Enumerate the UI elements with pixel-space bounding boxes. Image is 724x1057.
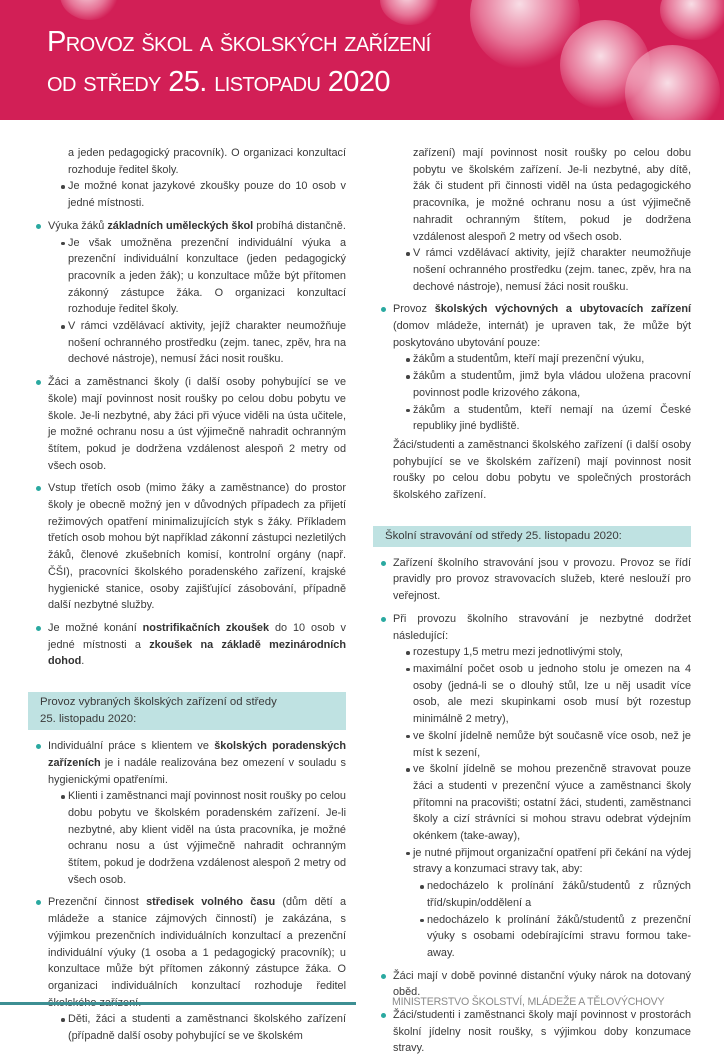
bullet-icon xyxy=(61,795,65,799)
text: (domov mládeže, internát) je upraven tak, že může být poskytováno ubytování pouze: xyxy=(393,320,691,349)
list-item xyxy=(28,218,346,235)
bullet-icon xyxy=(381,1013,386,1018)
bullet-icon xyxy=(61,242,65,246)
list-item xyxy=(28,620,346,670)
text: maximální počet osob u jednoho stolu je omezen na 4 osoby (jedná-li se o dlouhý stůl, lze u něj usadit více osob, ale mezi skupinkami osob musí být rozestup minimálně 2 metry), xyxy=(413,662,691,726)
bullet-icon xyxy=(406,358,410,362)
list-item xyxy=(28,374,346,474)
text: rozestupy 1,5 metru mezi jednotlivými stoly, xyxy=(413,646,623,659)
page-title xyxy=(47,22,431,102)
text: ve školní jídelně nemůže být současně více osob, než je míst k sezení, xyxy=(413,729,691,759)
sub-list-item xyxy=(373,761,691,845)
list-item xyxy=(373,555,691,605)
sub-list-item xyxy=(28,145,346,178)
text: Je možné konat jazykové zkoušky pouze do 10 osob v jedné místnosti. xyxy=(68,180,346,210)
bullet-icon xyxy=(61,325,65,329)
bullet-icon xyxy=(36,744,41,749)
text: V rámci vzdělávací aktivity, jejíž charakter neumožňuje nošení ochranného prostředku (zejm. tanec, zpěv, hra na dechové nástroje), nemusí žáci nosit roušku. xyxy=(413,247,691,293)
sub-list-item xyxy=(373,402,691,435)
sub-list-item xyxy=(373,878,691,911)
title-line-1: Provoz škol a školských zařízení xyxy=(47,26,431,58)
sub-list-item xyxy=(373,845,691,878)
text: žákům a studentům, kteří mají prezenční výuku, xyxy=(413,353,645,366)
sub-list-item xyxy=(373,728,691,761)
virus-decoration-icon xyxy=(660,0,724,40)
bullet-icon xyxy=(61,185,65,189)
sub-list-item xyxy=(373,644,691,661)
section-heading-box xyxy=(28,692,346,730)
bullet-icon xyxy=(406,852,410,856)
text: Žáci/studenti i zaměstnanci školy mají povinnost v prostorách školní jídelny nosit roušky, s výjimkou doby konzumace stravy. xyxy=(393,1009,691,1055)
list-item xyxy=(373,437,691,504)
bold-text: školských výchovných a ubytovacích zařízení xyxy=(434,303,692,316)
text: je i nadále realizována bez omezení v souladu s hygienickými opatřeními. xyxy=(48,756,346,786)
bullet-icon xyxy=(406,735,410,739)
sub-list-item xyxy=(373,661,691,728)
bold-text: nostrifikačních zkoušek xyxy=(142,621,270,634)
bullet-icon xyxy=(420,919,424,923)
bullet-icon xyxy=(381,561,386,566)
bold-text: školských poradenských zařízeních xyxy=(48,740,347,769)
text: Žáci a zaměstnanci školy (i další osoby pohybující se ve škole) mají povinnost nosit roušky po celou dobu pobytu ve škole. Je-li nezbytné, aby žáci při výuce viděli na ústa učitele, je možné ochranu nosu a úst výjimečně nahradit ochranným štítem, pokud je dodržena vzdálenost alespoň 2 metry od všech osob. xyxy=(48,376,346,472)
bold-text: středisek volného času xyxy=(146,896,276,909)
sub-list-item xyxy=(28,788,346,888)
bullet-icon xyxy=(381,974,386,979)
text: zařízení) mají povinnost nosit roušky po celou dobu pobytu ve školském zařízení. Je-li nezbytné, aby dítě, žák či student při činnosti viděl na ústa pedagogického pracovníka, je možné ochranu nosu a úst výjimečně nahradit ochranným štítem, pokud je dodržena vzdálenost alespoň 2 metry od všech osob. xyxy=(413,147,691,243)
sub-list-item xyxy=(373,368,691,401)
text: Provoz vybraných školských zařízení od středy 25. listopadu 2020: xyxy=(40,696,277,726)
text: Školní stravování od středy 25. listopadu 2020: xyxy=(385,529,622,542)
bullet-icon xyxy=(420,885,424,889)
bullet-icon xyxy=(406,409,410,413)
bullet-icon xyxy=(36,380,41,385)
title-line-2: od středy 25. listopadu 2020 xyxy=(47,66,390,98)
text: Výuka žáků xyxy=(48,219,108,232)
text: Zařízení školního stravování jsou v provozu. Provoz se řídí pravidly pro provoz stravovacích služeb, které neslouží pro veřejnost. xyxy=(393,556,691,603)
text: (dům dětí a mládeže a stanice zájmových činností) je zakázána, s výjimkou prezenčních individuálních konzultací a prezenční individuální výuky (1 osoba a 1 pedagogický pracovník); u konzultace může být přítomen zákonný zástupce žáka. O organizaci individuálních konzultací rozhoduje ředitel xyxy=(48,896,347,992)
text: nedocházelo k prolínání žáků/studentů z prezenční výuky s osobami odebírajícími stravu formou take-away. xyxy=(427,913,691,959)
list-item xyxy=(28,894,346,1011)
bullet-icon xyxy=(381,617,386,622)
bullet-icon xyxy=(36,626,41,631)
bullet-icon xyxy=(36,486,41,491)
text: Je možné konání xyxy=(48,621,143,634)
text: žákům a studentům, kteří nemají na území České republiky jiné bydliště. xyxy=(413,403,691,433)
text: ve školní jídelně se mohou prezenčně stravovat pouze žáci a studenti v prezenční výuce a zaměstnanci školy přítomni na pracovišti; ostatní žáci, studenti, zaměstnanci školy a cizí strávníci si mohou stravu odebrat výdejním okénkem (take-away), xyxy=(413,763,691,843)
footer-divider xyxy=(0,1002,356,1005)
text: Klienti i zaměstnanci mají povinnost nosit roušky po celou dobu pobytu ve školském poradenském zařízení. Je-li nezbytné, aby klient viděl na ústa pracovníka, je možné ochranu nosu a úst výjimečně nahradit ochranným štítem, pokud je dodržena vzdálenost alespoň 2 metry od všech osob. xyxy=(68,790,346,886)
bullet-icon xyxy=(406,375,410,379)
bullet-icon xyxy=(406,668,410,672)
page-header-banner xyxy=(0,0,724,120)
sub-list-item xyxy=(373,245,691,295)
bullet-icon xyxy=(381,307,386,312)
text: Žáci/studenti a zaměstnanci školského zařízení (i další osoby pohybující se ve školském zařízení) mají povinnost nosit roušky po celou dobu pobytu ve společných prostorách školského zařízení. xyxy=(393,438,691,502)
text: Je však umožněna prezenční individuální výuka a prezenční individuální konzultace (jeden pedagogický pracovník a jeden žák); u konzultace může být přítomen zákonný zástupce žáka. O organizaci konzultací rozhoduje ředitel školy. xyxy=(68,236,346,316)
sub-list-item xyxy=(28,1011,346,1044)
virus-decoration-icon xyxy=(60,0,120,20)
text: Vstup třetích osob (mimo žáky a zaměstnance) do prostor školy je obecně možný jen v důvodných případech za přijetí režimových opatření minimalizujících styk s žáky. Příkladem třetích osob mohou být například zákonní zástupci nezletilých žáků, členové zkušebních komisí, kontrolní orgány (např. ČŠI), pracovníci školského poradenského zařízení, krajské hygienické stanice, osoby zajišťující zásobování, případně další nezbytné služby. xyxy=(48,482,346,612)
text: Při provozu školního stravování je nezbytné dodržet následující: xyxy=(393,612,691,642)
text: žákům a studentům, jimž byla vládou uložena pracovní povinnost podle krizového zákona, xyxy=(413,370,691,399)
list-item xyxy=(373,301,691,351)
text: a jeden pedagogický pracovník). O organizaci konzultací rozhoduje ředitel školy. xyxy=(68,147,346,176)
bullet-icon xyxy=(36,900,41,905)
list-item xyxy=(373,611,691,644)
bullet-icon xyxy=(406,768,410,772)
sub-list-item xyxy=(28,178,346,211)
sub-list-item xyxy=(28,318,346,368)
sub-list-item xyxy=(373,145,691,245)
text: je nutné přijmout organizační opatření při čekání na výdej stravy a konzumaci stravy tak, aby: xyxy=(413,846,691,876)
section-heading-box xyxy=(373,526,691,547)
bullet-icon xyxy=(61,1018,65,1022)
bullet-icon xyxy=(36,224,41,229)
text: Provoz xyxy=(393,303,435,316)
list-item xyxy=(373,1007,691,1057)
text: nedocházelo k prolínání žáků/studentů z různých tříd/skupin/oddělení a xyxy=(427,880,691,909)
bullet-icon xyxy=(406,252,410,256)
list-item xyxy=(28,738,346,788)
text: Žáci mají v době povinné distanční výuky nárok na dotovaný oběd. xyxy=(393,969,691,999)
text: Prezenční činnost xyxy=(48,896,147,909)
footer-ministry-name: MINISTERSTVO ŠKOLSTVÍ, MLÁDEŽE A TĚLOVÝCHOVY xyxy=(392,996,665,1008)
text: probíhá distančně. xyxy=(253,219,346,232)
sub-list-item xyxy=(28,235,346,319)
text: Děti, žáci a studenti a zaměstnanci školského zařízení (případně další osoby pohybující se ve školském xyxy=(68,1013,346,1043)
text: Individuální práce s klientem ve xyxy=(48,740,215,753)
text: do 10 osob v jedné místnosti a xyxy=(48,621,347,651)
text: V rámci vzdělávací aktivity, jejíž charakter neumožňuje nošení ochranného prostředku (zejm. tanec, zpěv, hra na dechové nástroje), nemusí žáci nosit roušku. xyxy=(68,320,346,366)
bullet-icon xyxy=(406,651,410,655)
left-column xyxy=(28,145,346,1045)
sub-list-item xyxy=(373,351,691,368)
bold-text: zkoušek na základě mezinárodních dohod xyxy=(48,638,347,668)
bold-text: základních uměleckých škol xyxy=(107,219,254,232)
sub-list-item xyxy=(373,912,691,962)
right-column xyxy=(373,145,691,1057)
text: . xyxy=(81,655,85,668)
list-item xyxy=(28,480,346,614)
